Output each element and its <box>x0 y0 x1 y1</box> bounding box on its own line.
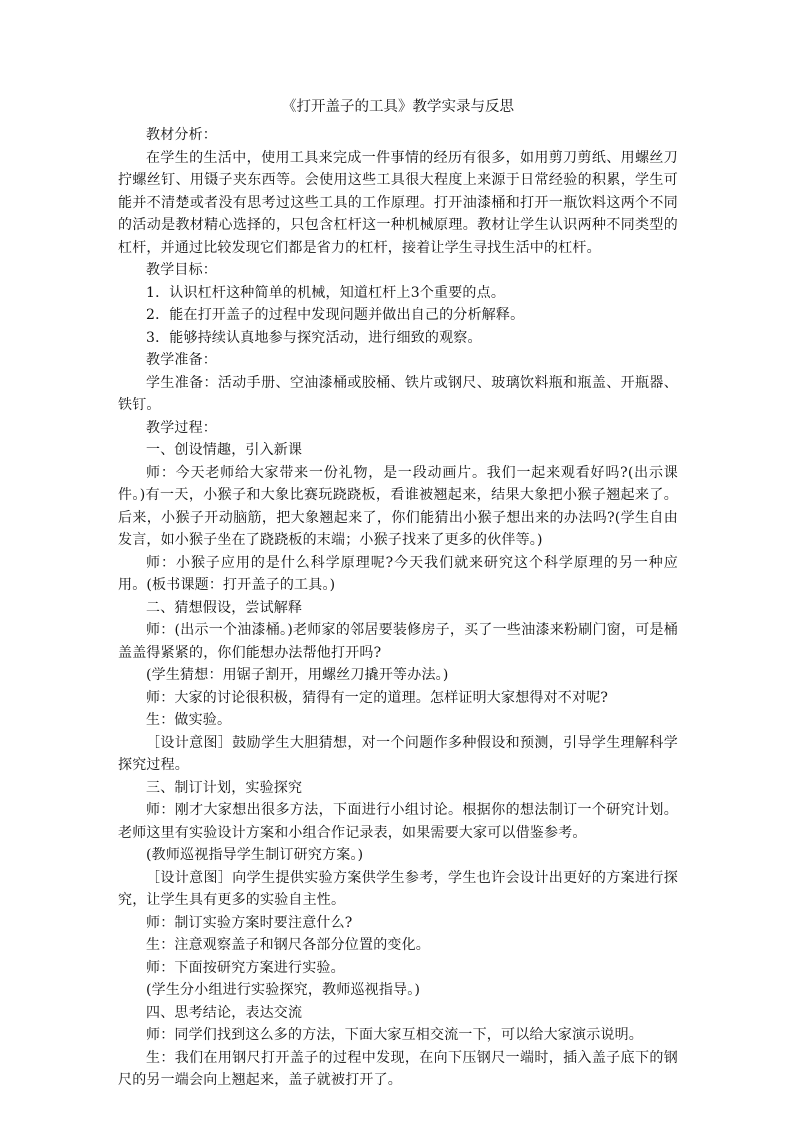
paragraph: 1．认识杠杆这种简单的机械，知道杠杆上3个重要的点。 <box>146 284 506 301</box>
paragraph: 在学生的生活中，使用工具来完成一件事情的经历有很多，如用剪刀剪纸、用螺丝刀拧螺丝钉、用镊子夹东西等。会使用这些工具很大程度上来源于日常经验的积累，学生可能并不清楚或者没有思考过这些工具的工作原理。打开油漆桶和打开一瓶饮料这两个不同的活动是教材精心选择的，只包含杠杆这一种机械原理。教材让学生认识两种不同类型的杠杆，并通过比较发现它们都是省力的杠杆，接着让学生寻找生活中的杠杆。 <box>118 149 678 256</box>
paragraph: 师：制订实验方案时要注意什么? <box>146 914 353 931</box>
document-title: 《打开盖子的工具》教学实录与反思 <box>282 99 514 115</box>
paragraph: 师：大家的讨论很积极，猜得有一定的道理。怎样证明大家想得对不对呢? <box>146 689 609 706</box>
paragraph: 教学目标： <box>146 262 217 278</box>
paragraph: 师：今天老师给大家带来一份礼物，是一段动画片。我们一起来观看好吗?(出示课件。)有一天，小猴子和大象比赛玩跷跷板，看谁被翘起来，结果大象把小猴子翘起来了。后来，小猴子开动脑筋，把大象翘起来了，你们能猜出小猴子想出来的办法吗?(学生自由发言，如小猴子坐在了跷跷板的末端；小猴子找来了更多的伙伴等。) <box>118 464 678 548</box>
paragraph: 教材分析： <box>146 127 217 143</box>
paragraph: 师：同学们找到这么多的方法，下面大家互相交流一下，可以给大家演示说明。 <box>146 1027 643 1043</box>
paragraph: ［设计意图］向学生提供实验方案供学生参考，学生也许会设计出更好的方案进行探究，让学生具有更多的实验自主性。 <box>118 869 678 908</box>
paragraph-list <box>118 124 678 1092</box>
paragraph: 师：(出示一个油漆桶。)老师家的邻居要装修房子，买了一些油漆来粉刷门窗，可是桶盖盖得紧紧的，你们能想办法帮他打开吗? <box>118 622 678 661</box>
paragraph: 学生准备：活动手册、空油漆桶或胶桶、铁片或钢尺、玻璃饮料瓶和瓶盖、开瓶器、铁钉。 <box>118 374 678 413</box>
paragraph: 师：下面按研究方案进行实验。 <box>146 959 345 976</box>
paragraph: 教学过程： <box>146 419 217 436</box>
paragraph: 教学准备： <box>146 352 217 368</box>
document-body <box>118 96 678 1092</box>
paragraph: 一、创设情趣，引入新课 <box>146 442 303 458</box>
paragraph: 生：注意观察盖子和钢尺各部分位置的变化。 <box>146 937 430 953</box>
paragraph: 四、思考结论，表达交流 <box>146 1004 303 1021</box>
paragraph: 生：我们在用钢尺打开盖子的过程中发现，在向下压钢尺一端时，插入盖子底下的钢尺的另一端会向上翘起来，盖子就被打开了。 <box>118 1049 678 1088</box>
paragraph: (学生分小组进行实验探究，教师巡视指导。) <box>146 982 421 998</box>
paragraph: 2．能在打开盖子的过程中发现问题并做出自己的分析解释。 <box>146 307 525 323</box>
paragraph: 二、猜想假设，尝试解释 <box>146 599 303 616</box>
paragraph: 生：做实验。 <box>146 712 232 728</box>
paragraph: 师：小猴子应用的是什么科学原理呢?今天我们就来研究这个科学原理的另一种应用。(板书课题：打开盖子的工具。) <box>118 554 678 593</box>
paragraph: 3．能够持续认真地参与探究活动，进行细致的观察。 <box>146 329 482 346</box>
paragraph: 三、制订计划，实验探究 <box>146 779 303 796</box>
paragraph: ［设计意图］鼓励学生大胆猜想，对一个问题作多种假设和预测，引导学生理解科学探究过程。 <box>118 734 678 773</box>
paragraph: (学生猜想：用锯子割开，用螺丝刀撬开等办法。) <box>146 667 449 683</box>
paragraph: 师：刚才大家想出很多方法，下面进行小组讨论。根据你的想法制订一个研究计划。老师这里有实验设计方案和小组合作记录表，如果需要大家可以借鉴参考。 <box>118 802 678 841</box>
paragraph: (教师巡视指导学生制订研究方案。) <box>146 847 364 863</box>
